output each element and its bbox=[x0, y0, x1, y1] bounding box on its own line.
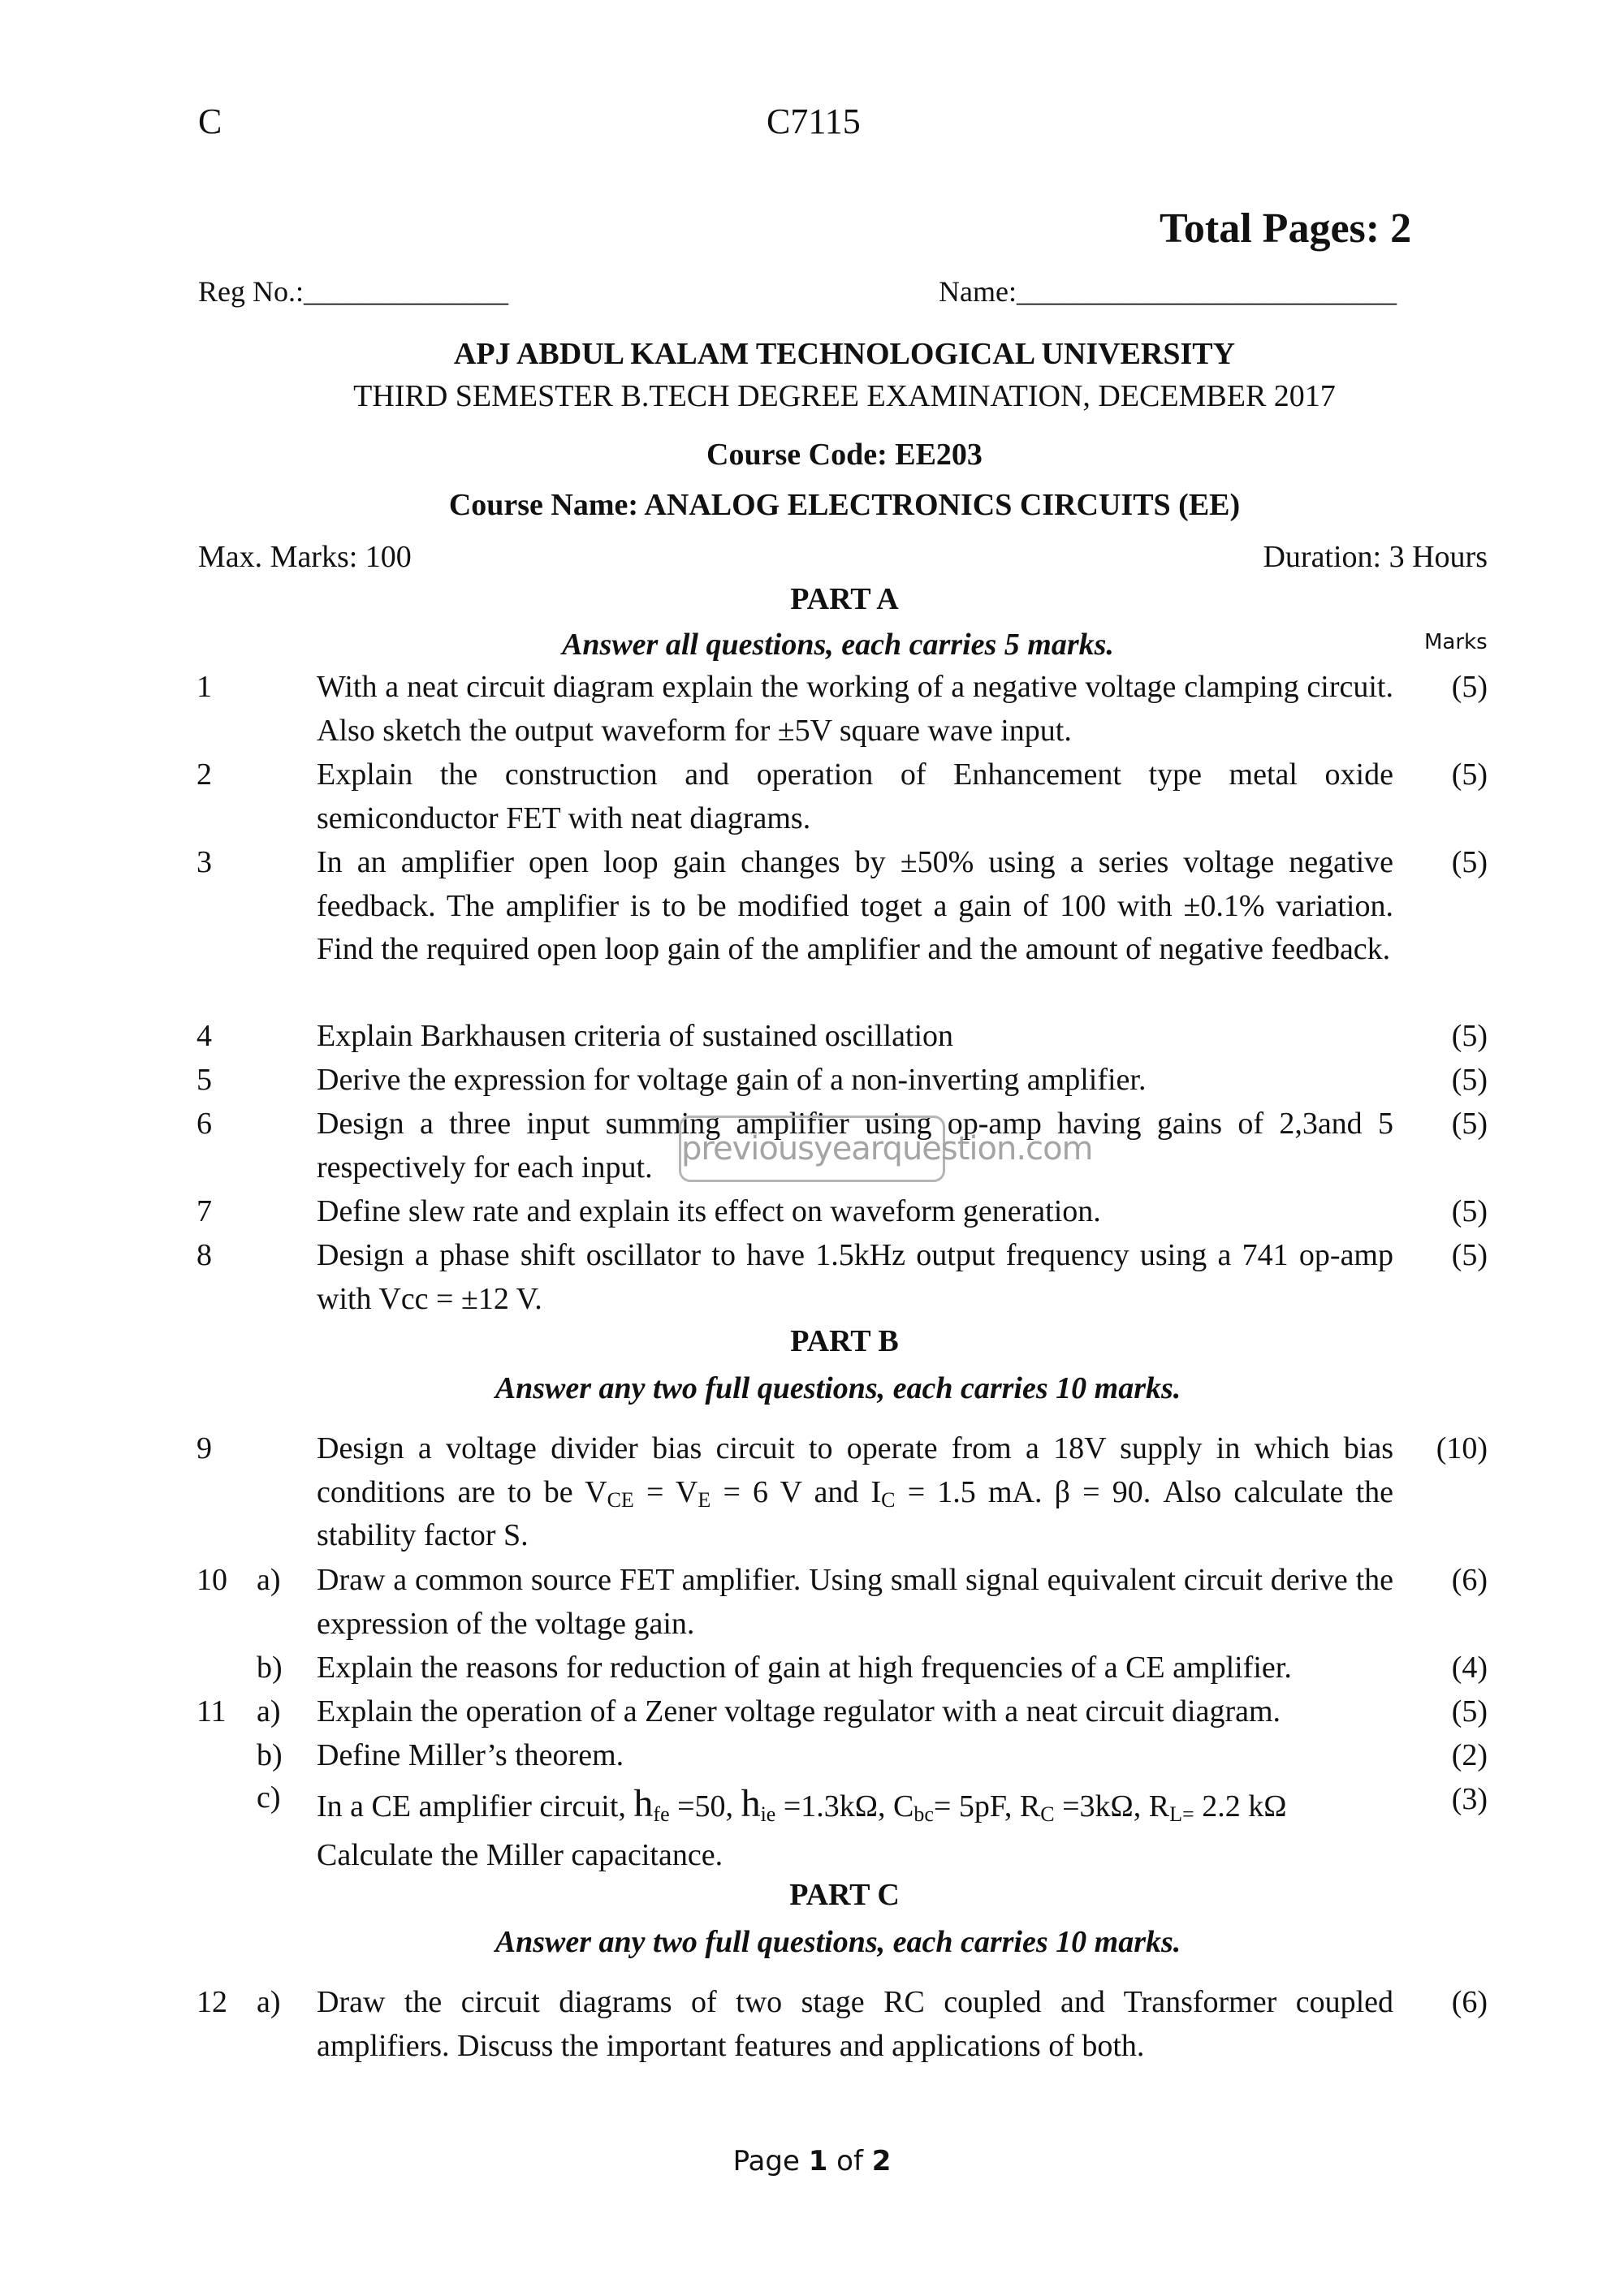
question-marks: (5) bbox=[1451, 1238, 1488, 1272]
question-marks: (3) bbox=[1451, 1782, 1488, 1816]
university-name: APJ ABDUL KALAM TECHNOLOGICAL UNIVERSITY bbox=[453, 337, 1236, 371]
question-number: 1 bbox=[197, 670, 212, 704]
question-text: Design a phase shift oscillator to have 1.5kHz output frequency using a 741 op-amp with Vcc = ±12 V. bbox=[317, 1238, 1393, 1316]
question-text: Define Miller’s theorem. bbox=[317, 1738, 624, 1772]
q11c-text: =3kΩ, R bbox=[1054, 1789, 1170, 1823]
course-name: Course Name: ANALOG ELECTRONICS CIRCUITS (EE) bbox=[448, 488, 1241, 522]
subquestion-label: a) bbox=[257, 1985, 281, 2019]
question-text: Draw the circuit diagrams of two stage RC coupled and Transformer coupled amplifiers. Discuss the important features and applications of both. bbox=[317, 1985, 1393, 2063]
part-a-instruction: Answer all questions, each carries 5 marks. bbox=[562, 628, 1114, 662]
q9-line-3: stability factor S. bbox=[317, 1518, 529, 1552]
h-symbol: h bbox=[741, 1782, 761, 1825]
total-pages: Total Pages: 2 bbox=[1160, 205, 1412, 252]
question-text: Explain the reasons for reduction of gain at high frequencies of a CE amplifier. bbox=[317, 1651, 1292, 1685]
question-number: 10 bbox=[197, 1563, 227, 1597]
subquestion-label: a) bbox=[257, 1563, 281, 1597]
part-b-instruction: Answer any two full questions, each carries 10 marks. bbox=[495, 1371, 1181, 1405]
subquestion-label: b) bbox=[257, 1738, 283, 1772]
subquestion-label: a) bbox=[257, 1694, 281, 1728]
watermark-stamp: previousyearquestion.com bbox=[679, 1116, 945, 1182]
q11c-text: =1.3kΩ, C bbox=[775, 1789, 914, 1823]
page-count: 2 bbox=[871, 2145, 892, 2177]
subscript-ie: ie bbox=[760, 1802, 776, 1826]
q11c-text: = 5pF, R bbox=[933, 1789, 1041, 1823]
question-text: Explain the construction and operation of Enhancement type metal oxide semiconductor FET with neat diagrams. bbox=[317, 757, 1393, 835]
question-number: 5 bbox=[197, 1063, 212, 1097]
question-marks: (5) bbox=[1451, 1019, 1488, 1053]
page-label: Page bbox=[732, 2145, 809, 2177]
question-marks: (4) bbox=[1451, 1651, 1488, 1685]
question-text: Explain Barkhausen criteria of sustained oscillation bbox=[317, 1019, 954, 1053]
subscript-e: E bbox=[698, 1487, 711, 1512]
question-marks: (5) bbox=[1451, 1107, 1488, 1141]
page-footer bbox=[0, 2145, 1624, 2177]
reg-no-field: Reg No.:______________ bbox=[198, 275, 508, 308]
paper-code: C7115 bbox=[767, 101, 861, 141]
question-number: 11 bbox=[197, 1694, 227, 1728]
question-number: 6 bbox=[197, 1107, 212, 1141]
max-marks: Max. Marks: 100 bbox=[198, 540, 412, 574]
subscript-ce: CE bbox=[607, 1487, 634, 1512]
q9-line-2 bbox=[317, 1471, 1393, 1515]
subquestion-label: c) bbox=[257, 1780, 281, 1815]
name-field: Name:__________________________ bbox=[939, 275, 1397, 308]
question-marks: (5) bbox=[1451, 670, 1488, 704]
question-marks: (6) bbox=[1451, 1985, 1488, 2019]
question-text: With a neat circuit diagram explain the working of a negative voltage clamping circuit. Also sketch the output waveform for ±5V square wave input. bbox=[317, 670, 1393, 748]
question-text: Define slew rate and explain its effect on waveform generation. bbox=[317, 1194, 1101, 1228]
question-marks: (10) bbox=[1436, 1431, 1488, 1465]
course-code: Course Code: EE203 bbox=[706, 438, 983, 472]
subscript-fe: fe bbox=[653, 1802, 670, 1826]
question-number: 9 bbox=[197, 1431, 212, 1465]
question-text bbox=[317, 1780, 1393, 1880]
q9-text: = 6 V and I bbox=[710, 1474, 882, 1509]
question-marks: (5) bbox=[1451, 1194, 1488, 1228]
question-marks: (5) bbox=[1451, 845, 1488, 879]
q11c-text: In a CE amplifier circuit, bbox=[317, 1789, 634, 1823]
h-symbol: h bbox=[633, 1782, 654, 1825]
subscript-l: L= bbox=[1169, 1802, 1194, 1826]
q9-text: = 1.5 mA. β = 90. Also calculate the bbox=[895, 1474, 1393, 1509]
q11c-line-2: Calculate the Miller capacitance. bbox=[317, 1838, 723, 1872]
series-letter: C bbox=[198, 101, 222, 141]
part-c-title: PART C bbox=[789, 1878, 900, 1912]
duration: Duration: 3 Hours bbox=[1263, 540, 1488, 574]
part-c-instruction: Answer any two full questions, each carries 10 marks. bbox=[495, 1925, 1181, 1959]
question-number: 7 bbox=[197, 1194, 212, 1228]
q11c-text: 2.2 kΩ bbox=[1194, 1789, 1287, 1823]
q9-line-1: Design a voltage divider bias circuit to operate from a 18V supply in which bias bbox=[317, 1431, 1393, 1465]
question-text: In an amplifier open loop gain changes by ±50% using a series voltage negative feedback. The amplifier is to be modified toget a gain of 100 with ±0.1% variation. Find the required open loop gain of the amplifier and the amount of negative feedback. bbox=[317, 845, 1393, 966]
question-marks: (6) bbox=[1451, 1563, 1488, 1597]
question-marks: (5) bbox=[1451, 1694, 1488, 1728]
question-number: 3 bbox=[197, 845, 212, 879]
question-text: Design a three input summing amplifier using op-amp having gains of 2,3and 5 respectively for each input. bbox=[317, 1107, 1393, 1185]
page-number: 1 bbox=[808, 2145, 828, 2177]
question-text: Explain the operation of a Zener voltage regulator with a neat circuit diagram. bbox=[317, 1694, 1281, 1728]
question-number: 12 bbox=[197, 1985, 227, 2019]
question-text: Draw a common source FET amplifier. Using small signal equivalent circuit derive the expression of the voltage gain. bbox=[317, 1563, 1393, 1641]
question-marks: (5) bbox=[1451, 1063, 1488, 1097]
subscript-bc: bc bbox=[914, 1802, 934, 1826]
question-text: Derive the expression for voltage gain of a non-inverting amplifier. bbox=[317, 1063, 1147, 1097]
page-label: of bbox=[827, 2145, 872, 2177]
subscript-c: C bbox=[881, 1487, 896, 1512]
semester-line: THIRD SEMESTER B.TECH DEGREE EXAMINATION, DECEMBER 2017 bbox=[353, 379, 1336, 413]
q9-text: = V bbox=[633, 1474, 698, 1509]
question-number: 8 bbox=[197, 1238, 212, 1272]
q11c-line-1 bbox=[317, 1780, 1393, 1831]
part-b-title: PART B bbox=[790, 1324, 899, 1358]
question-number: 2 bbox=[197, 757, 212, 792]
marks-column-header: Marks bbox=[1424, 630, 1488, 654]
q9-text: conditions are to be V bbox=[317, 1474, 607, 1509]
question-number: 4 bbox=[197, 1019, 212, 1053]
question-marks: (2) bbox=[1451, 1738, 1488, 1772]
subscript-c: C bbox=[1040, 1802, 1055, 1826]
part-a-title: PART A bbox=[790, 582, 899, 616]
q11c-text: =50, bbox=[669, 1789, 741, 1823]
question-marks: (5) bbox=[1451, 757, 1488, 792]
subquestion-label: b) bbox=[257, 1651, 283, 1685]
question-text bbox=[317, 1427, 1393, 1558]
